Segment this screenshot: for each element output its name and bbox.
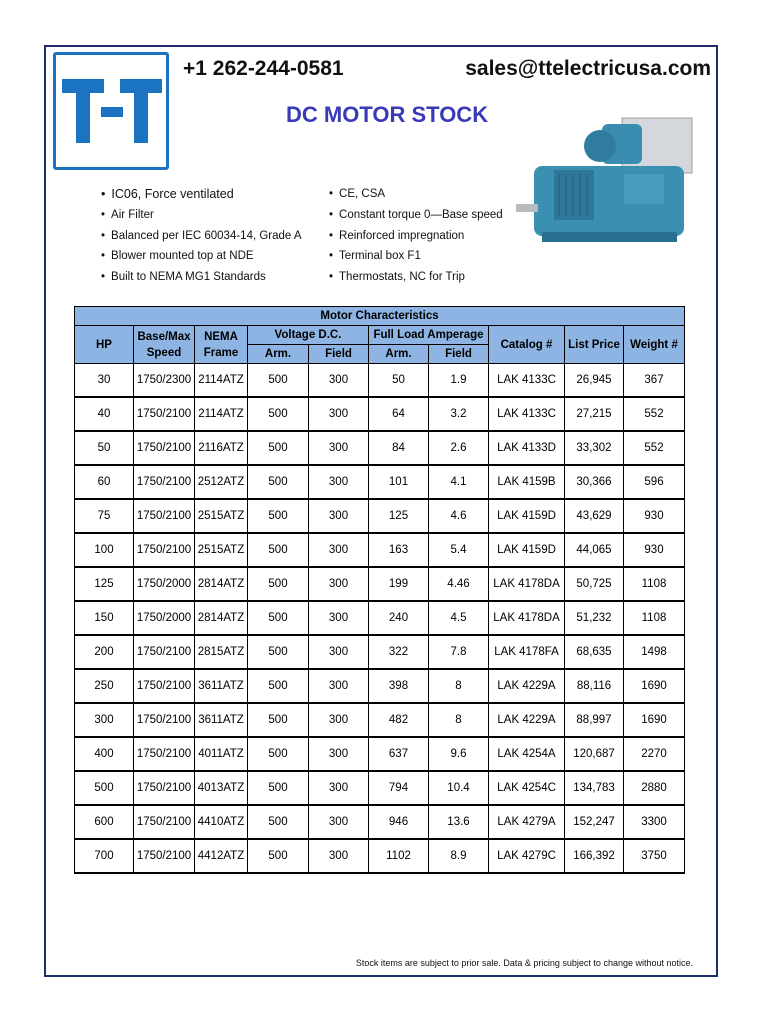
cell-price: 30,366 — [565, 465, 624, 499]
cell-weight: 596 — [624, 465, 685, 499]
cell-speed: 1750/2100 — [134, 499, 195, 533]
cell-weight: 1690 — [624, 669, 685, 703]
cell-field-amperage: 4.5 — [429, 601, 489, 635]
feature-item: • Air Filter — [101, 205, 302, 226]
cell-frame: 4410ATZ — [195, 805, 248, 839]
table-body — [75, 364, 685, 874]
header-arm-voltage: Arm. — [248, 345, 309, 364]
cell-arm-voltage: 500 — [248, 533, 309, 567]
cell-catalog: LAK 4279C — [489, 839, 565, 873]
table-row — [75, 805, 685, 839]
cell-hp: 50 — [75, 431, 134, 465]
cell-arm-voltage: 500 — [248, 635, 309, 669]
header-field-amperage: Field — [429, 345, 489, 364]
cell-field-voltage: 300 — [309, 669, 369, 703]
cell-price: 120,687 — [565, 737, 624, 771]
cell-speed: 1750/2100 — [134, 839, 195, 873]
cell-speed: 1750/2100 — [134, 431, 195, 465]
cell-frame: 2114ATZ — [195, 397, 248, 431]
table-row — [75, 737, 685, 771]
cell-field-amperage: 10.4 — [429, 771, 489, 805]
cell-field-voltage: 300 — [309, 737, 369, 771]
table-row — [75, 431, 685, 465]
table-row — [75, 669, 685, 703]
cell-hp: 200 — [75, 635, 134, 669]
footer-disclaimer: Stock items are subject to prior sale. Data & pricing subject to change without notice. — [355, 958, 693, 968]
cell-speed: 1750/2100 — [134, 805, 195, 839]
cell-field-voltage: 300 — [309, 805, 369, 839]
cell-frame: 4412ATZ — [195, 839, 248, 873]
cell-field-voltage: 300 — [309, 635, 369, 669]
header-weight: Weight # — [624, 326, 685, 364]
cell-field-amperage: 4.1 — [429, 465, 489, 499]
cell-hp: 75 — [75, 499, 134, 533]
table-row — [75, 635, 685, 669]
header-hp: HP — [75, 326, 134, 364]
cell-field-voltage: 300 — [309, 771, 369, 805]
cell-hp: 600 — [75, 805, 134, 839]
table-row — [75, 465, 685, 499]
cell-hp: 500 — [75, 771, 134, 805]
feature-item: • Thermostats, NC for Trip — [329, 267, 503, 288]
cell-catalog: LAK 4159D — [489, 499, 565, 533]
cell-catalog: LAK 4229A — [489, 703, 565, 737]
cell-arm-amperage: 398 — [369, 669, 429, 703]
tt-logo-icon — [60, 77, 164, 145]
cell-field-amperage: 2.6 — [429, 431, 489, 465]
cell-price: 27,215 — [565, 397, 624, 431]
cell-frame: 3611ATZ — [195, 669, 248, 703]
cell-catalog: LAK 4133D — [489, 431, 565, 465]
cell-catalog: LAK 4133C — [489, 397, 565, 431]
cell-catalog: LAK 4178FA — [489, 635, 565, 669]
cell-field-voltage: 300 — [309, 703, 369, 737]
cell-price: 26,945 — [565, 364, 624, 398]
cell-field-amperage: 9.6 — [429, 737, 489, 771]
cell-speed: 1750/2300 — [134, 364, 195, 398]
header-price: List Price — [565, 326, 624, 364]
cell-price: 166,392 — [565, 839, 624, 873]
cell-catalog: LAK 4178DA — [489, 567, 565, 601]
cell-hp: 30 — [75, 364, 134, 398]
cell-field-amperage: 8 — [429, 669, 489, 703]
cell-speed: 1750/2100 — [134, 703, 195, 737]
cell-field-amperage: 1.9 — [429, 364, 489, 398]
phone-number: +1 262-244-0581 — [183, 57, 344, 80]
cell-catalog: LAK 4254C — [489, 771, 565, 805]
cell-field-voltage: 300 — [309, 567, 369, 601]
cell-field-amperage: 3.2 — [429, 397, 489, 431]
cell-arm-voltage: 500 — [248, 567, 309, 601]
cell-speed: 1750/2100 — [134, 397, 195, 431]
cell-field-voltage: 300 — [309, 397, 369, 431]
email-address: sales@ttelectricusa.com — [465, 57, 711, 80]
dc-motor-image — [514, 108, 714, 258]
cell-price: 33,302 — [565, 431, 624, 465]
cell-hp: 400 — [75, 737, 134, 771]
cell-frame: 2116ATZ — [195, 431, 248, 465]
cell-weight: 552 — [624, 431, 685, 465]
cell-field-voltage: 300 — [309, 601, 369, 635]
cell-speed: 1750/2000 — [134, 601, 195, 635]
cell-weight: 2270 — [624, 737, 685, 771]
cell-field-voltage: 300 — [309, 465, 369, 499]
cell-hp: 700 — [75, 839, 134, 873]
table-row — [75, 533, 685, 567]
cell-price: 68,635 — [565, 635, 624, 669]
feature-item: • IC06, Force ventilated — [101, 184, 302, 205]
cell-arm-amperage: 101 — [369, 465, 429, 499]
cell-arm-amperage: 637 — [369, 737, 429, 771]
features-list-left — [101, 184, 302, 288]
cell-arm-amperage: 322 — [369, 635, 429, 669]
cell-arm-amperage: 84 — [369, 431, 429, 465]
cell-catalog: LAK 4159B — [489, 465, 565, 499]
table-row — [75, 771, 685, 805]
cell-price: 152,247 — [565, 805, 624, 839]
table-row — [75, 601, 685, 635]
cell-weight: 1108 — [624, 601, 685, 635]
cell-speed: 1750/2100 — [134, 533, 195, 567]
cell-weight: 367 — [624, 364, 685, 398]
cell-arm-voltage: 500 — [248, 431, 309, 465]
cell-speed: 1750/2100 — [134, 669, 195, 703]
cell-speed: 1750/2100 — [134, 635, 195, 669]
cell-arm-voltage: 500 — [248, 601, 309, 635]
cell-catalog: LAK 4133C — [489, 364, 565, 398]
cell-field-amperage: 13.6 — [429, 805, 489, 839]
cell-field-voltage: 300 — [309, 364, 369, 398]
cell-hp: 125 — [75, 567, 134, 601]
cell-weight: 3300 — [624, 805, 685, 839]
cell-field-amperage: 4.6 — [429, 499, 489, 533]
feature-item: • Constant torque 0—Base speed — [329, 205, 503, 226]
cell-price: 134,783 — [565, 771, 624, 805]
cell-arm-voltage: 500 — [248, 669, 309, 703]
cell-arm-voltage: 500 — [248, 703, 309, 737]
cell-arm-amperage: 794 — [369, 771, 429, 805]
cell-field-voltage: 300 — [309, 839, 369, 873]
cell-frame: 2114ATZ — [195, 364, 248, 398]
cell-price: 50,725 — [565, 567, 624, 601]
cell-price: 88,997 — [565, 703, 624, 737]
cell-catalog: LAK 4178DA — [489, 601, 565, 635]
cell-arm-voltage: 500 — [248, 839, 309, 873]
feature-item: • Reinforced impregnation — [329, 226, 503, 247]
table-row — [75, 397, 685, 431]
cell-weight: 930 — [624, 533, 685, 567]
company-logo — [53, 52, 169, 170]
cell-frame: 2815ATZ — [195, 635, 248, 669]
cell-field-amperage: 5.4 — [429, 533, 489, 567]
cell-field-amperage: 4.46 — [429, 567, 489, 601]
cell-field-amperage: 8 — [429, 703, 489, 737]
cell-frame: 4011ATZ — [195, 737, 248, 771]
feature-item: • CE, CSA — [329, 184, 503, 205]
cell-price: 44,065 — [565, 533, 624, 567]
cell-frame: 2515ATZ — [195, 499, 248, 533]
cell-hp: 150 — [75, 601, 134, 635]
table-row — [75, 703, 685, 737]
cell-speed: 1750/2100 — [134, 771, 195, 805]
table-row — [75, 364, 685, 398]
cell-frame: 2515ATZ — [195, 533, 248, 567]
cell-arm-amperage: 482 — [369, 703, 429, 737]
cell-arm-voltage: 500 — [248, 397, 309, 431]
cell-price: 51,232 — [565, 601, 624, 635]
table-row — [75, 567, 685, 601]
cell-price: 43,629 — [565, 499, 624, 533]
cell-arm-voltage: 500 — [248, 737, 309, 771]
cell-arm-amperage: 240 — [369, 601, 429, 635]
cell-weight: 1108 — [624, 567, 685, 601]
cell-hp: 60 — [75, 465, 134, 499]
header-frame: NEMA Frame — [195, 326, 248, 364]
cell-catalog: LAK 4229A — [489, 669, 565, 703]
header-amperage: Full Load Amperage — [369, 326, 489, 345]
motor-characteristics-table — [74, 306, 685, 874]
cell-arm-amperage: 50 — [369, 364, 429, 398]
page-title: DC MOTOR STOCK — [286, 102, 489, 127]
feature-item: • Blower mounted top at NDE — [101, 246, 302, 267]
cell-hp: 100 — [75, 533, 134, 567]
cell-weight: 1498 — [624, 635, 685, 669]
cell-weight: 3750 — [624, 839, 685, 873]
cell-price: 88,116 — [565, 669, 624, 703]
cell-arm-amperage: 64 — [369, 397, 429, 431]
cell-arm-amperage: 1102 — [369, 839, 429, 873]
cell-weight: 1690 — [624, 703, 685, 737]
cell-arm-voltage: 500 — [248, 465, 309, 499]
cell-frame: 4013ATZ — [195, 771, 248, 805]
table-row — [75, 499, 685, 533]
cell-speed: 1750/2100 — [134, 465, 195, 499]
cell-hp: 300 — [75, 703, 134, 737]
cell-speed: 1750/2000 — [134, 567, 195, 601]
cell-hp: 250 — [75, 669, 134, 703]
cell-frame: 2814ATZ — [195, 601, 248, 635]
cell-field-amperage: 8.9 — [429, 839, 489, 873]
feature-item: • Built to NEMA MG1 Standards — [101, 267, 302, 288]
features-list-right — [329, 184, 503, 288]
header-field-voltage: Field — [309, 345, 369, 364]
cell-hp: 40 — [75, 397, 134, 431]
cell-arm-amperage: 125 — [369, 499, 429, 533]
cell-catalog: LAK 4254A — [489, 737, 565, 771]
feature-item: • Balanced per IEC 60034-14, Grade A — [101, 226, 302, 247]
cell-arm-voltage: 500 — [248, 499, 309, 533]
cell-catalog: LAK 4279A — [489, 805, 565, 839]
cell-arm-voltage: 500 — [248, 805, 309, 839]
cell-frame: 2814ATZ — [195, 567, 248, 601]
cell-field-voltage: 300 — [309, 431, 369, 465]
cell-arm-amperage: 163 — [369, 533, 429, 567]
cell-weight: 2880 — [624, 771, 685, 805]
header-arm-amperage: Arm. — [369, 345, 429, 364]
cell-frame: 2512ATZ — [195, 465, 248, 499]
cell-arm-voltage: 500 — [248, 364, 309, 398]
cell-field-voltage: 300 — [309, 533, 369, 567]
cell-arm-amperage: 199 — [369, 567, 429, 601]
table-caption: Motor Characteristics — [75, 307, 685, 326]
header-voltage: Voltage D.C. — [248, 326, 369, 345]
cell-field-amperage: 7.8 — [429, 635, 489, 669]
cell-speed: 1750/2100 — [134, 737, 195, 771]
table-row — [75, 839, 685, 873]
cell-arm-amperage: 946 — [369, 805, 429, 839]
cell-frame: 3611ATZ — [195, 703, 248, 737]
cell-catalog: LAK 4159D — [489, 533, 565, 567]
header-speed: Base/Max Speed — [134, 326, 195, 364]
header-catalog: Catalog # — [489, 326, 565, 364]
cell-arm-voltage: 500 — [248, 771, 309, 805]
cell-weight: 552 — [624, 397, 685, 431]
cell-field-voltage: 300 — [309, 499, 369, 533]
feature-item: • Terminal box F1 — [329, 246, 503, 267]
cell-weight: 930 — [624, 499, 685, 533]
